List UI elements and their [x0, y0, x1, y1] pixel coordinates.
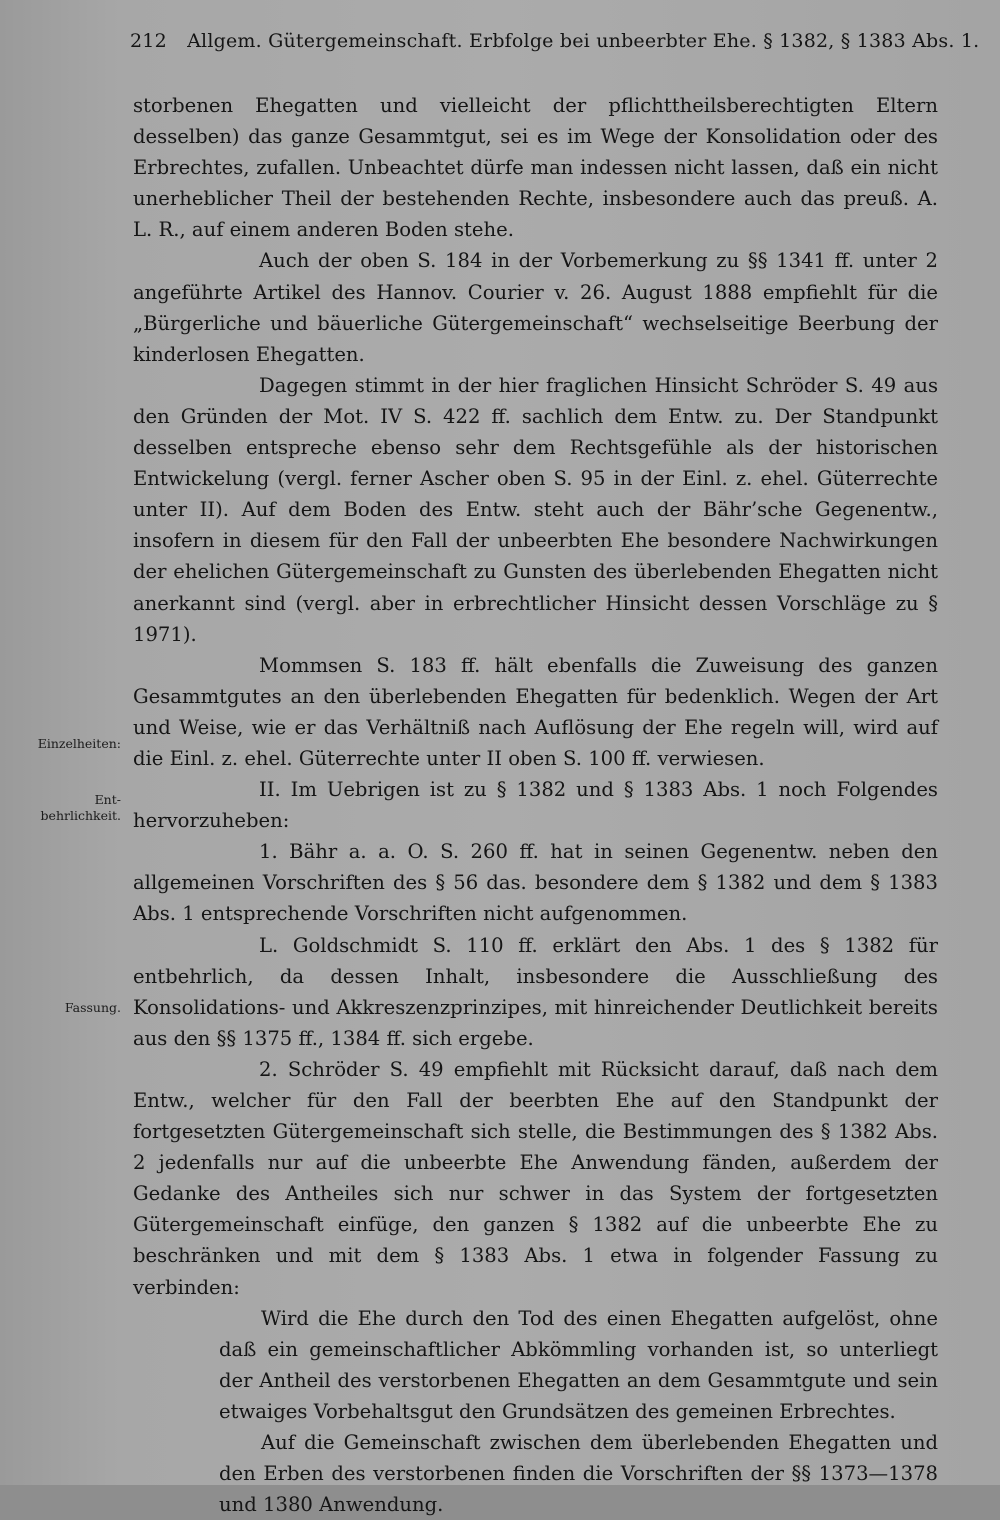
- running-header: [130, 30, 980, 52]
- paragraph-continuation: storbenen Ehegatten und vielleicht der pflichttheilsberechtigten Eltern desselben) das ganze Gesammtgut, sei es im Wege der Konsolidation oder des Erbrechtes, zufallen. Unbeachtet dürfe man indessen nicht lassen, daß ein nicht unerheblicher Theil der bestehenden Rechte, insbesondere auch das preuß. A. L. R., auf einem anderen Boden stehe.: [133, 94, 938, 242]
- paragraph-mommsen: Mommsen S. 183 ff. hält ebenfalls die Zuweisung des ganzen Gesammtgutes an den überlebenden Ehegatten für bedenklich. Wegen der Art und Weise, wie er das Verhältniß nach Auflösung der Ehe regeln will, wird auf die Einl. z. ehel. Güterrechte unter II oben S. 100 ff. verwiesen.: [133, 653, 938, 770]
- page-number: 212: [130, 30, 167, 52]
- quoted-proposal-1: Wird die Ehe durch den Tod des einen Ehegatten aufgelöst, ohne daß ein gemeinschaftlicher Abkömmling vorhanden ist, so unterliegt der Antheil des verstorbenen Ehegatten an dem Gesammtgute und sein etwaiges Vorbehaltsgut den Grundsätzen des gemeinen Erbrechtes.: [219, 1306, 938, 1423]
- margin-note-fassung: Fassung.: [64, 1000, 121, 1015]
- paragraph-baehr: 1. Bähr a. a. O. S. 260 ff. hat in seinen Gegenentw. neben den allgemeinen Vorschriften des § 56 das. besondere dem § 1382 und dem § 1383 Abs. 1 entsprechende Vorschriften nicht aufgenommen.: [133, 840, 938, 926]
- paragraph-hannov-courier: Auch der oben S. 184 in der Vorbemerkung zu §§ 1341 ff. unter 2 angeführte Artikel des Hannov. Courier v. 26. August 1888 empfiehlt für die „Bürgerliche und bäuerliche Gütergemeinschaft“ wechselseitige Beerbung der kinderlosen Ehegatten.: [133, 249, 938, 366]
- margin-note-entbehrlichkeit: Ent-behrlichkeit.: [40, 792, 121, 823]
- running-title: Allgem. Gütergemeinschaft. Erbfolge bei unbeerbter Ehe. § 1382, § 1383 Abs. 1.: [187, 30, 980, 52]
- paragraph-section-ii: II. Im Uebrigen ist zu § 1382 und § 1383 Abs. 1 noch Folgendes hervorzuheben:: [133, 778, 938, 833]
- paragraph-schroeder: Dagegen stimmt in der hier fraglichen Hinsicht Schröder S. 49 aus den Gründen der Mot. IV S. 422 ff. sachlich dem Entw. zu. Der Standpunkt desselben entspreche ebenso sehr dem Rechtsgefühle als der historischen Entwickelung (vergl. ferner Ascher oben S. 95 in der Einl. z. ehel. Güterrechte unter II). Auf dem Boden des Entw. steht auch der Bähr’sche Gegenentw., insofern in diesem für den Fall der unbeerbten Ehe besondere Nachwirkungen der ehelichen Gütergemeinschaft zu Gunsten des überlebenden Ehegatten nicht anerkannt sind (vergl. aber in erbrechtlicher Hinsicht dessen Vorschläge zu § 1971).: [133, 373, 938, 646]
- paragraph-goldschmidt: L. Goldschmidt S. 110 ff. erklärt den Abs. 1 des § 1382 für entbehrlich, da dessen Inhalt, insbesondere die Ausschließung des Konsolidations- und Akkreszenzprinzipes, mit hinreichender Deutlichkeit bereits aus den §§ 1375 ff., 1384 ff. sich ergebe.: [133, 933, 938, 1050]
- margin-note-einzelheiten: Einzelheiten:: [37, 736, 121, 751]
- paragraph-schroeder-fassung: 2. Schröder S. 49 empfiehlt mit Rücksicht darauf, daß nach dem Entw., welcher für den Fall der beerbten Ehe auf den Standpunkt der fortgesetzten Gütergemeinschaft sich stelle, die Bestimmungen des § 1382 Abs. 2 jedenfalls nur auf die unbeerbte Ehe Anwendung fänden, außerdem der Gedanke des Antheiles sich nur schwer in das System der fortgesetzten Gütergemeinschaft einfüge, den ganzen § 1382 auf die unbeerbte Ehe zu beschränken und mit dem § 1383 Abs. 1 etwa in folgender Fassung zu verbinden:: [133, 1057, 938, 1299]
- quoted-proposal-2: Auf die Gemeinschaft zwischen dem überlebenden Ehegatten und den Erben des verstorbenen finden die Vorschriften der §§ 1373—1378 und 1380 Anwendung.: [219, 1431, 938, 1517]
- body-text: [133, 90, 938, 1520]
